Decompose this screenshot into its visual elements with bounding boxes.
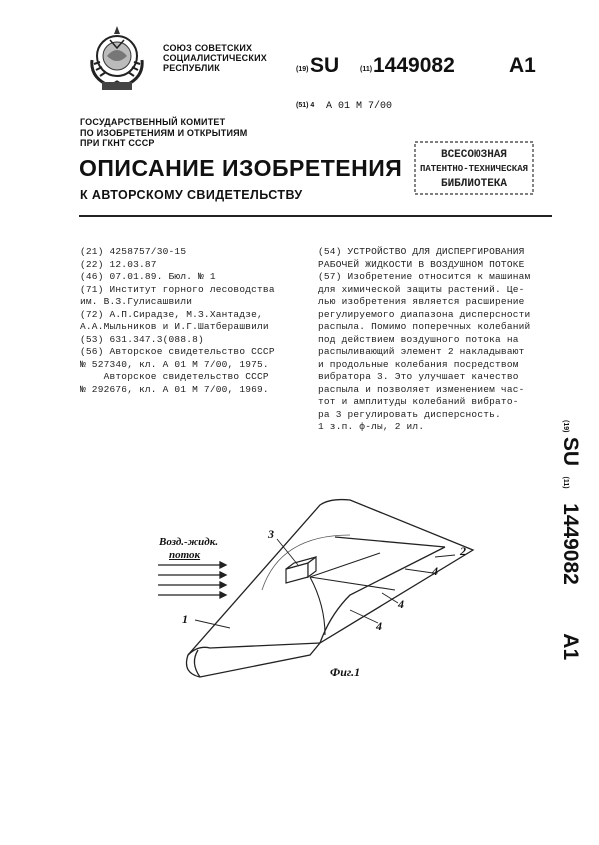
country-code: SU [310, 54, 340, 77]
label-2: 2 [460, 544, 466, 558]
biblio-line: (71) Институт горного лесоводства [80, 283, 275, 295]
stamp-line-3: БИБЛИОТЕКА [440, 178, 507, 190]
label-4-lower: 4 [376, 619, 382, 633]
issuer-line-3: РЕСПУБЛИК [163, 63, 220, 73]
abstract-line: 1 з.п. ф-лы, 2 ил. [318, 421, 425, 432]
abstract-line: вибратора 3. Это улучшает качество [318, 371, 519, 382]
biblio-line: (22) 12.03.87 [80, 258, 157, 270]
kind-code: A1 [509, 54, 536, 77]
issuer-line-2: СОЦИАЛИСТИЧЕСКИХ [163, 53, 267, 63]
airflow-arrows [158, 562, 226, 598]
airflow-label [159, 536, 218, 562]
library-stamp [413, 140, 535, 196]
ipc-field-code: (51) 4 [296, 102, 315, 109]
ipc-class: А 01 М 7/00 [326, 101, 393, 112]
abstract-line: лью изобретения является расширение [318, 296, 525, 307]
biblio-line: (21) 4258757/30-15 [80, 246, 187, 257]
biblio-line: № 292676, кл. А 01 М 7/00, 1969. [80, 383, 269, 395]
abstract-line: регулируемого диапазона дисперсности [318, 308, 531, 320]
abstract-line: для химической защиты растений. Це- [318, 283, 525, 295]
abstract-line: распыливающий элемент 2 накладывают [318, 346, 525, 357]
abstract-line: тот и амплитуды колебаний вибрато- [318, 396, 519, 407]
airflow-label-line-1: Возд.-жидк. [159, 536, 219, 548]
abstract-line: РАБОЧЕЙ ЖИДКОСТИ В ВОЗДУШНОМ ПОТОКЕ [318, 258, 525, 270]
issuer-name [163, 43, 267, 73]
label-4-upper: 4 [432, 564, 438, 578]
biblio-line: № 527340, кл. А 01 М 7/00, 1975. [80, 358, 269, 370]
abstract-line: (57) Изобретение относится к машинам [318, 271, 531, 282]
abstract-line: под действием воздушного потока на [318, 333, 519, 345]
biblio-line: (46) 07.01.89. Бюл. № 1 [80, 271, 216, 282]
biblio-line: им. В.З.Гулисашвили [80, 296, 193, 307]
figure-1-drawing [150, 495, 490, 695]
patent-number: 1449082 [373, 54, 455, 77]
biblio-line: Авторское свидетельство СССР [80, 371, 269, 382]
label-3: 3 [268, 527, 274, 541]
header-rule [79, 215, 552, 217]
document-title: ОПИСАНИЕ ИЗОБРЕТЕНИЯ [79, 155, 403, 181]
committee-line-3: ПРИ ГКНТ СССР [80, 138, 155, 148]
vertical-country-code: SU [559, 436, 582, 467]
plate-element-1 [187, 500, 474, 677]
abstract-line: распыла и позволяет изменением час- [318, 383, 525, 395]
state-emblem [80, 22, 154, 96]
abstract-line: ра 3 регулировать дисперсность. [318, 408, 501, 420]
vertical-kind-code: A1 [559, 633, 582, 661]
committee-name [80, 117, 247, 149]
bibliographic-data [80, 246, 300, 396]
vertical-field-19: (19) [562, 420, 569, 433]
field-19-code: (19) [296, 66, 309, 73]
abstract [318, 246, 556, 434]
vertical-patent-number-text: 1449082 [559, 503, 582, 585]
biblio-line: А.А.Мыльников и И.Г.Шатберашвили [80, 321, 269, 332]
vertical-field-11: (11) [562, 476, 569, 489]
document-subtitle: К АВТОРСКОМУ СВИДЕТЕЛЬСТВУ [80, 188, 303, 202]
biblio-line: (72) А.П.Сирадзе, М.З.Хантадзе, [80, 308, 263, 320]
label-1: 1 [182, 612, 188, 626]
label-4-middle: 4 [398, 597, 404, 611]
field-11-code: (11) [360, 66, 373, 73]
leader-lines [195, 539, 455, 628]
figure-caption: Фиг.1 [330, 665, 361, 679]
biblio-line: (53) 631.347.3(088.8) [80, 333, 204, 345]
committee-line-2: ПО ИЗОБРЕТЕНИЯМ И ОТКРЫТИЯМ [80, 127, 248, 138]
abstract-line: распыла. Помимо поперечных колебаний [318, 321, 531, 332]
vertical-patent-number [542, 420, 582, 720]
stamp-line-1: ВСЕСОЮЗНАЯ [440, 149, 507, 161]
abstract-line: (54) УСТРОЙСТВО ДЛЯ ДИСПЕРГИРОВАНИЯ [318, 246, 525, 257]
committee-line-1: ГОСУДАРСТВЕННЫЙ КОМИТЕТ [80, 117, 226, 127]
airflow-label-line-2: поток [169, 549, 201, 561]
issuer-line-1: СОЮЗ СОВЕТСКИХ [163, 43, 253, 53]
biblio-line: (56) Авторское свидетельство СССР [80, 346, 275, 357]
stamp-line-2: ПАТЕНТНО-ТЕХНИЧЕСКАЯ [419, 164, 529, 174]
abstract-line: и продольные колебания посредством [318, 358, 519, 370]
